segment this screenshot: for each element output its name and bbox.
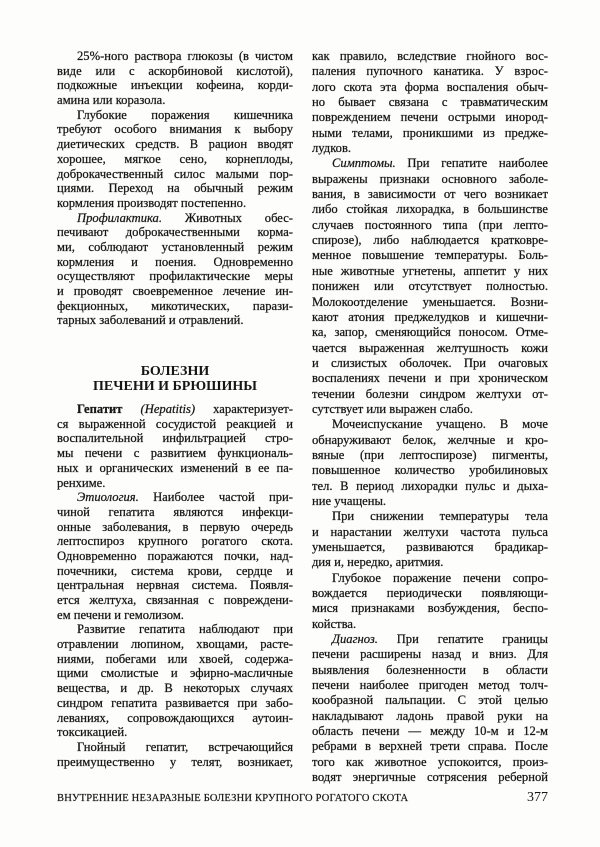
text-line: и нарастании желтухи частота пульса (312, 524, 548, 539)
text-line: ем печени и гемолизом. (57, 607, 184, 622)
text-line: вяные (при лептоспирозе) пигменты, (312, 447, 548, 462)
text-line: хорошее, мягкое сено, корнеплоды, (57, 151, 293, 166)
text-line: Глубокое поражение печени сопро- (332, 570, 548, 585)
text-line (57, 490, 293, 505)
text-line: того как животное успокоится, произ- (312, 754, 548, 769)
text-line: ся выраженной сосудистой реакцией и (57, 416, 293, 431)
text-line: кормления и поения. Одновременно (57, 254, 293, 269)
text-line: печени расширены назад и вниз. Для (312, 647, 548, 662)
text-line: спирозе), либо наблюдается кратковре- (312, 233, 548, 248)
italic-run-in: Этиология. (77, 490, 139, 505)
paragraph (57, 402, 293, 490)
paragraph (312, 509, 548, 570)
text-line (312, 156, 548, 171)
text-segment: При гепатите наиболее (395, 156, 548, 171)
text-line: мы печени с развитием функциональ- (57, 446, 293, 461)
text-line: лудков. (312, 141, 352, 156)
text-line: выражены признаки основного заболе- (312, 171, 548, 186)
text-line: Развитие гепатита наблюдают при (77, 622, 293, 637)
text-line: лептоспироз крупного рогатого скота. (57, 534, 293, 549)
page-number: 377 (527, 790, 548, 805)
text-line: течении болезни синдром желтухи от- (312, 386, 548, 401)
text-line: либо стойкая лихорадка, в большинстве (312, 202, 548, 217)
text-segment: При гепатите границы (377, 632, 548, 647)
text-line (57, 211, 293, 226)
text-line: лого скота эта форма воспаления обыч- (312, 79, 548, 94)
paragraph (312, 156, 548, 417)
text-segment: Наиболее частой при- (138, 490, 293, 505)
text-line: водят энергичные сотрясения реберной (312, 770, 548, 785)
paragraph (57, 108, 293, 211)
text-line: печивают доброкачественными корма- (57, 225, 293, 240)
text-line: выявления болезненности в области (312, 662, 548, 677)
text-line: тел. В период лихорадки пульс и дыха- (312, 478, 548, 493)
text-line: Мочеиспускание учащено. В моче (332, 417, 548, 432)
paragraph (57, 622, 293, 740)
paragraph (57, 490, 293, 622)
text-line: уменьшается, развиваются брадикар- (312, 540, 548, 554)
text-line: чиной гепатита являются инфекци- (57, 504, 293, 519)
text-segment: характеризует- (195, 402, 293, 417)
text-line: и проводят своевременное лечение ин- (57, 284, 293, 298)
text-line: щими смолистые и эфирно-масличные (57, 666, 293, 681)
left-column (57, 49, 293, 769)
text-line: ными телами, проникшими из предже- (312, 125, 548, 140)
text-line: случаев постоянного типа (при лепто- (312, 217, 548, 232)
paragraph (312, 571, 548, 632)
text-line: ми, соблюдают установленный режим (57, 239, 293, 254)
text-line: ется желтуха, связанная с повреждени- (57, 593, 293, 607)
text-line: и слизистых оболочек. При очаговых (312, 355, 548, 370)
text-line: фекционных, микотических, парази- (57, 298, 293, 313)
text-line: подкожные инъекции кофеина, корди- (57, 78, 293, 93)
italic-run-in: Профилактика. (77, 210, 163, 225)
text-line: циями. Переход на обычный режим (57, 181, 293, 196)
text-line: ных и органических изменений в ее па- (57, 460, 293, 475)
text-line: ние учащены. (312, 493, 387, 508)
text-line: преимущественно у телят, возникает, (57, 754, 293, 769)
text-line: повреждением печени острыми инород- (312, 110, 548, 125)
heading-line: ПЕЧЕНИ И БРЮШИНЫ (93, 379, 257, 395)
text-line: ребрами в верхней трети справа. После (312, 739, 548, 754)
text-line: мися признаками возбуждения, беспо- (312, 601, 548, 616)
text-line: требуют особого внимания к выбору (57, 122, 293, 137)
text-line: отравлении люпином, хвощами, расте- (57, 637, 293, 652)
text-line: диетических средств. В рацион вводят (57, 137, 293, 152)
text-line: повышенное количество уробилиновых (312, 463, 548, 478)
text-line: леваниях, сопровождающихся аутоин- (57, 710, 293, 725)
text-line: дия и, нередко, аритмия. (312, 555, 444, 570)
text-line: кормления производят постепенно. (57, 195, 247, 210)
paragraph (312, 49, 548, 156)
text-line: паления пупочного канатика. У взрос- (312, 64, 548, 79)
text-segment: Животных обес- (162, 210, 293, 225)
text-line: Одновременно поражаются почки, над- (57, 548, 293, 563)
text-line: менное повышение температуры. Боль- (312, 248, 548, 263)
text-line: вещества, и др. В некоторых случаях (57, 681, 293, 696)
text-line: При снижении температуры тела (332, 509, 548, 524)
section-heading (57, 328, 293, 402)
text-line: воспалениях печени и при хроническом (312, 371, 548, 386)
text-line: осуществляют профилактические меры (57, 269, 293, 284)
text-line: как правило, вследствие гнойного вос- (312, 49, 548, 63)
paragraph (57, 211, 293, 329)
text-line: печени наиболее пригоден метод толч- (312, 678, 548, 693)
text-line: обнаруживают белок, желчные и кро- (312, 432, 548, 447)
heading-line: БОЛЕЗНИ (140, 364, 210, 380)
running-footer-title: ВНУТРЕННИЕ НЕЗАРАЗНЫЕ БОЛЕЗНИ КРУПНОГО РОГАТОГО СКОТА (57, 793, 409, 804)
paragraph (57, 49, 293, 108)
text-line: токсикацией. (57, 725, 128, 740)
text-line: онные заболевания, в первую очередь (57, 519, 293, 534)
text-line: ные животные угнетены, аппетит у них (312, 263, 548, 278)
text-line: койства. (312, 616, 357, 631)
text-line: сутствует или выражен слабо. (312, 401, 473, 416)
bold-term: Гепатит (77, 402, 123, 417)
paragraph (312, 632, 548, 785)
text-line (57, 402, 293, 417)
text-line: синдром гепатита развивается при забо- (57, 695, 293, 710)
right-column (312, 49, 548, 786)
paragraph (57, 740, 293, 769)
italic-run-in: (Hepatitis) (122, 402, 196, 417)
text-line: доброкачественный силос малыми пор- (57, 166, 293, 181)
text-line: накладывают ладонь правой руки на (312, 708, 548, 723)
text-line: ниями, побегами или хвоей, содержа- (57, 651, 293, 666)
text-line: воспалительной инфильтрацией стро- (57, 431, 293, 446)
text-line: амина или коразола. (57, 93, 166, 108)
text-line: виде или с аскорбиновой кислотой), (57, 63, 293, 78)
text-line: ка, запор, сменяющийся поносом. Отме- (312, 325, 548, 340)
paragraph (312, 417, 548, 509)
text-line: почечники, система крови, сердце и (57, 563, 293, 578)
text-line: кают атония преджелудков и кишечни- (312, 309, 548, 324)
text-line: Глубокие поражения кишечника (77, 107, 293, 122)
italic-run-in: Диагноз. (332, 632, 378, 647)
text-line: чается выраженная желтушность кожи (312, 340, 548, 355)
text-line: 25%-ного раствора глюкозы (в чистом (77, 49, 293, 63)
text-line: тарных заболеваний и отравлений. (57, 313, 244, 328)
text-line: Гнойный гепатит, встречающийся (77, 739, 293, 754)
text-line: вания, в зависимости от чего возникает (312, 187, 548, 202)
text-line: ренхиме. (57, 475, 106, 490)
text-line: кообразной пальпации. С этой целью (312, 693, 548, 708)
text-line: область печени — между 10-м и 12-м (312, 724, 548, 739)
text-line: Молокоотделение уменьшается. Возни- (312, 294, 548, 309)
text-line: центральная нервная система. Появля- (57, 578, 293, 593)
italic-run-in: Симптомы. (332, 156, 396, 171)
text-line: вождается периодически появляющи- (312, 586, 548, 601)
text-line: понижен или отсутствует полностью. (312, 279, 548, 294)
text-line: но бывает связана с травматическим (312, 95, 548, 110)
text-line (312, 632, 548, 647)
